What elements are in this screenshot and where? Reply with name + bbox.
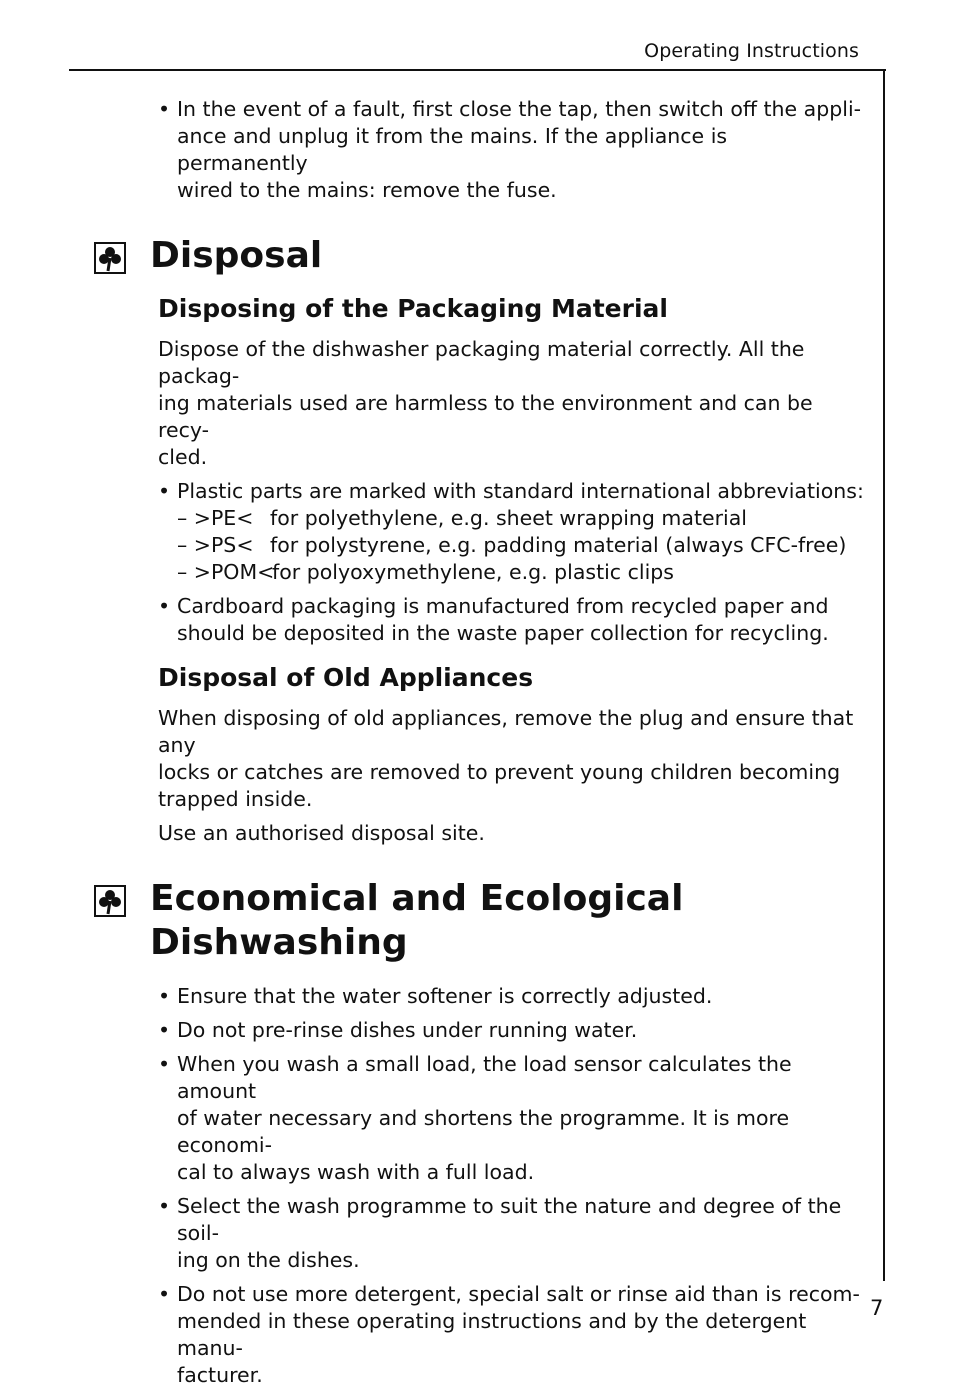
margin-rule [883,69,885,1281]
shamrock-icon [94,885,126,917]
header-rule [69,69,886,71]
shamrock-icon [94,242,126,274]
economical-section-title [150,877,864,965]
plastic-bullet: • Plastic parts are marked with standard international abbreviations: [158,478,864,505]
abbreviation-desc: for polyoxymethylene, e.g. plastic clips [272,560,674,584]
packaging-subtitle: Disposing of the Packaging Material [158,294,668,323]
abbreviation-code: – >PS< [177,533,254,557]
packaging-paragraph: Dispose of the dishwasher packaging material correctly. All the packag- ing materials used are harmless to the environment and can be recy- cled. [158,337,813,469]
running-header: Operating Instructions [644,40,859,62]
abbreviation-item [177,559,864,586]
page-content [150,96,864,1396]
abbreviation-item [177,532,864,559]
fault-bullet: • In the event of a fault, first close the tap, then switch off the appli- ance and unplug it from the mains. If the appliance is permanently wired to the mains: remove the fuse. [158,96,864,204]
eco-bullet: • Ensure that the water softener is correctly adjusted. [158,983,864,1010]
eco-bullet: • Do not use more detergent, special salt or rinse aid than is recom- mended in these operating instructions and by the detergent manu- facturer. [158,1281,864,1389]
economical-title: Economical and Ecological Dishwashing [150,878,684,963]
old-appliances-subtitle: Disposal of Old Appliances [158,663,534,692]
abbreviation-code: – >PE< [177,506,254,530]
disposal-section-title [150,234,864,278]
abbreviation-item [177,505,864,532]
abbreviation-code: – >POM< [177,560,275,584]
eco-bullet: • When you wash a small load, the load sensor calculates the amount of water necessary and shortens the programme. It is more economi- cal to always wash with a full load. [158,1051,864,1186]
old-appliances-paragraph: When disposing of old appliances, remove the plug and ensure that any locks or catches are removed to prevent young children becoming trapped inside. [158,706,854,811]
cardboard-bullet: • Cardboard packaging is manufactured from recycled paper and should be deposited in the waste paper collection for recycling. [158,593,864,647]
eco-bullet: • Select the wash programme to suit the nature and degree of the soil- ing on the dishes. [158,1193,864,1274]
abbreviation-list [158,505,864,586]
disposal-title: Disposal [150,235,323,276]
abbreviation-desc: for polyethylene, e.g. sheet wrapping material [270,506,747,530]
page-number: 7 [870,1296,884,1320]
eco-bullet: • Do not pre-rinse dishes under running water. [158,1017,864,1044]
abbreviation-desc: for polystyrene, e.g. padding material (always CFC-free) [270,533,847,557]
disposal-site-paragraph: Use an authorised disposal site. [158,821,485,845]
